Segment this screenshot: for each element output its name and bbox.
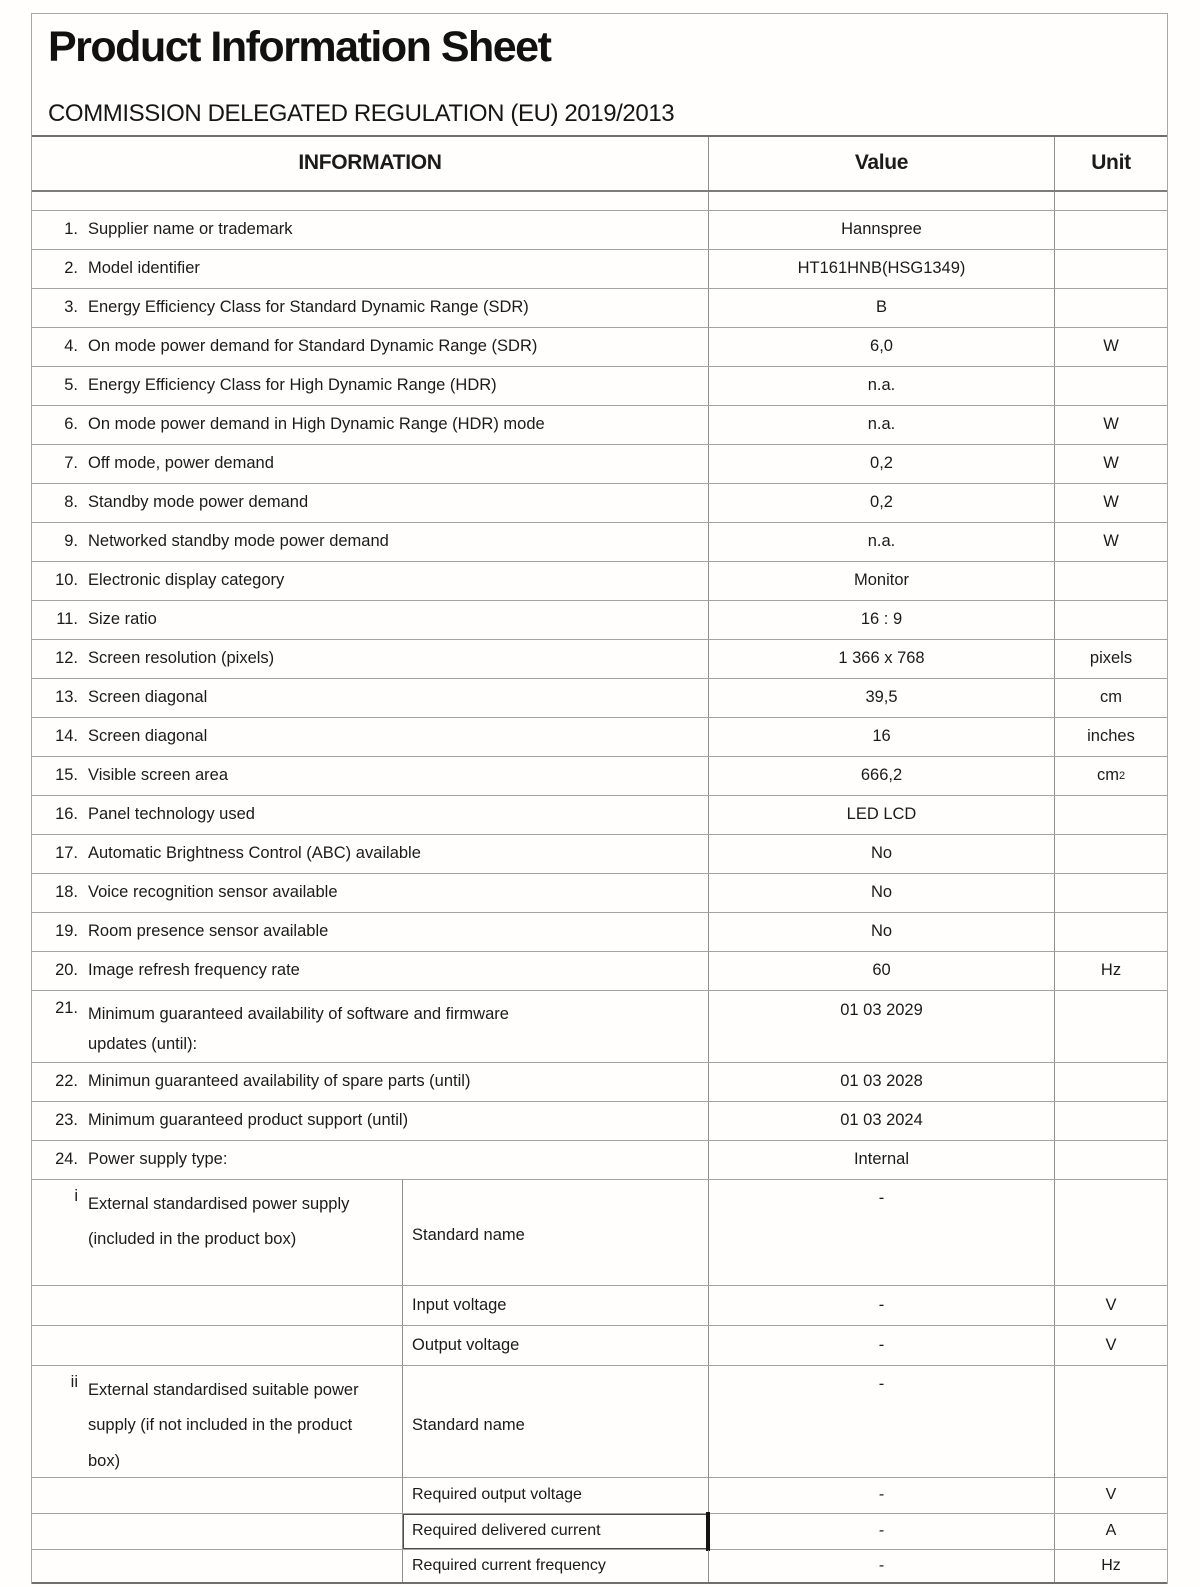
row-value: n.a.	[709, 367, 1055, 405]
row-value: 01 03 2029	[709, 991, 1055, 1062]
table-row	[32, 1102, 1167, 1141]
row-label: Standby mode power demand	[88, 493, 309, 512]
row-number: 9.	[64, 532, 78, 551]
table-row	[32, 952, 1167, 991]
spacer-row	[32, 192, 1167, 211]
row-label: External standardised power supply (included in the product box)	[88, 1194, 350, 1249]
row-number: 22.	[55, 1072, 78, 1091]
row-label: Screen diagonal	[88, 727, 208, 746]
row-unit: W	[1103, 415, 1119, 434]
row-unit: cm 2	[1096, 766, 1126, 785]
row-value: -	[709, 1326, 1055, 1365]
table-row	[32, 1550, 1167, 1584]
row-number: ii	[70, 1372, 78, 1391]
table-row	[32, 523, 1167, 562]
table-row	[32, 445, 1167, 484]
row-value: -	[709, 1550, 1055, 1582]
row-sublabel: Output voltage	[403, 1326, 709, 1365]
table-row	[32, 601, 1167, 640]
table-row	[32, 640, 1167, 679]
row-number: 4.	[64, 337, 78, 356]
row-unit	[1055, 1180, 1167, 1285]
table-row	[32, 562, 1167, 601]
column-header-value: Value	[709, 137, 1055, 190]
table-row	[32, 1326, 1167, 1366]
table-row	[32, 679, 1167, 718]
row-unit: Hz	[1100, 961, 1122, 980]
row-label: Screen resolution (pixels)	[88, 649, 275, 668]
row-label: Electronic display category	[88, 571, 285, 590]
row-number: 20.	[55, 961, 78, 980]
table-row	[32, 874, 1167, 913]
row-unit: pixels	[1089, 649, 1133, 668]
row-label: Minimun guaranteed availability of spare parts (until)	[88, 1072, 471, 1091]
row-value: n.a.	[709, 523, 1055, 561]
table-row	[32, 718, 1167, 757]
row-number: 13.	[55, 688, 78, 707]
row-label: Image refresh frequency rate	[88, 961, 300, 980]
row-value: Hannspree	[709, 211, 1055, 249]
row-number: 23.	[55, 1111, 78, 1130]
row-unit	[1055, 1063, 1167, 1101]
row-value: No	[709, 874, 1055, 912]
row-unit	[1055, 991, 1167, 1062]
row-value: LED LCD	[709, 796, 1055, 834]
row-value: No	[709, 835, 1055, 873]
row-unit: W	[1103, 532, 1119, 551]
row-value: 666,2	[709, 757, 1055, 795]
row-unit: V	[1105, 1295, 1117, 1314]
info-table	[32, 135, 1167, 1584]
column-header-information: INFORMATION	[32, 137, 709, 190]
table-header-row	[32, 137, 1167, 192]
row-number: 6.	[64, 415, 78, 434]
table-row	[32, 406, 1167, 445]
row-label: External standardised suitable power supply (if not included in the product box)	[88, 1380, 359, 1470]
row-value: -	[709, 1366, 1055, 1479]
row-label: Voice recognition sensor available	[88, 883, 338, 902]
row-sublabel: Required output voltage	[403, 1478, 709, 1513]
row-number: 8.	[64, 493, 78, 512]
row-number: 1.	[64, 220, 78, 239]
row-unit: W	[1103, 493, 1119, 512]
row-number: 5.	[64, 376, 78, 395]
table-row	[32, 211, 1167, 250]
table-row	[32, 1366, 1167, 1478]
table-row	[32, 991, 1167, 1063]
table-row	[32, 796, 1167, 835]
row-unit	[1055, 367, 1167, 405]
table-row	[32, 1063, 1167, 1102]
row-unit	[1055, 1102, 1167, 1140]
title-block	[32, 14, 1167, 128]
row-number: 24.	[55, 1150, 78, 1169]
row-unit	[1055, 913, 1167, 951]
row-label: Minimum guaranteed product support (until)	[88, 1111, 409, 1130]
row-label: Automatic Brightness Control (ABC) available	[88, 844, 421, 863]
row-label: Room presence sensor available	[88, 922, 329, 941]
column-header-unit: Unit	[1091, 151, 1131, 175]
row-unit: V	[1105, 1486, 1117, 1504]
row-number: 17.	[55, 844, 78, 863]
row-number: 7.	[64, 454, 78, 473]
row-unit	[1055, 289, 1167, 327]
row-unit	[1055, 796, 1167, 834]
row-number: 12.	[55, 649, 78, 668]
row-label: On mode power demand for Standard Dynamic Range (SDR)	[88, 337, 538, 356]
row-number: 15.	[55, 766, 78, 785]
row-value: 01 03 2028	[709, 1063, 1055, 1101]
row-label: Screen diagonal	[88, 688, 208, 707]
row-value: n.a.	[709, 406, 1055, 444]
row-label: Model identifier	[88, 259, 200, 278]
table-row	[32, 1286, 1167, 1326]
row-label: Networked standby mode power demand	[88, 532, 389, 551]
table-row	[32, 1141, 1167, 1180]
row-value: 16 : 9	[709, 601, 1055, 639]
row-value: HT161HNB(HSG1349)	[709, 250, 1055, 288]
row-number: 3.	[64, 298, 78, 317]
row-value: Monitor	[709, 562, 1055, 600]
row-sublabel: Standard name	[403, 1366, 709, 1479]
row-unit	[1055, 1141, 1167, 1179]
row-label: Off mode, power demand	[88, 454, 274, 473]
row-unit: W	[1103, 454, 1119, 473]
row-unit: Hz	[1101, 1556, 1121, 1574]
row-number: 16.	[55, 805, 78, 824]
table-row	[32, 289, 1167, 328]
row-value: 01 03 2024	[709, 1102, 1055, 1140]
row-unit: A	[1105, 1522, 1117, 1540]
row-value: 16	[709, 718, 1055, 756]
row-label: Power supply type:	[88, 1150, 228, 1169]
row-value: 60	[709, 952, 1055, 990]
row-value: Internal	[709, 1141, 1055, 1179]
row-sublabel: Required current frequency	[403, 1550, 709, 1582]
row-value: No	[709, 913, 1055, 951]
row-label: Panel technology used	[88, 805, 255, 824]
table-row	[32, 913, 1167, 952]
row-number: 2.	[64, 259, 78, 278]
row-number: 14.	[55, 727, 78, 746]
table-row	[32, 1514, 1167, 1550]
table-row	[32, 1180, 1167, 1286]
row-unit: cm	[1100, 688, 1122, 707]
row-value: 1 366 x 768	[709, 640, 1055, 678]
row-label: Size ratio	[88, 610, 157, 629]
row-sublabel: Input voltage	[403, 1286, 709, 1325]
row-unit	[1055, 250, 1167, 288]
selected-cell[interactable]: Required delivered current	[403, 1514, 709, 1549]
row-label: Energy Efficiency Class for Standard Dynamic Range (SDR)	[88, 298, 529, 317]
row-number: 18.	[55, 883, 78, 902]
row-value: 0,2	[709, 484, 1055, 522]
row-value: 39,5	[709, 679, 1055, 717]
table-row	[32, 484, 1167, 523]
row-label: Supplier name or trademark	[88, 220, 293, 239]
row-label: Minimum guaranteed availability of software and firmware updates (until):	[88, 1004, 509, 1054]
row-unit: inches	[1087, 727, 1135, 746]
row-number: i	[74, 1186, 78, 1205]
row-value: -	[709, 1478, 1055, 1513]
table-row	[32, 835, 1167, 874]
row-number: 21.	[55, 998, 78, 1017]
row-label: Energy Efficiency Class for High Dynamic Range (HDR)	[88, 376, 497, 395]
row-value: -	[709, 1514, 1055, 1549]
row-value: B	[709, 289, 1055, 327]
row-unit	[1055, 874, 1167, 912]
page-title: Product Information Sheet	[48, 23, 551, 71]
row-sublabel: Standard name	[403, 1180, 709, 1285]
row-unit	[1055, 601, 1167, 639]
row-label: On mode power demand in High Dynamic Range (HDR) mode	[88, 415, 545, 434]
row-value: 6,0	[709, 328, 1055, 366]
table-row	[32, 250, 1167, 289]
product-information-sheet	[31, 13, 1168, 1584]
table-row	[32, 328, 1167, 367]
row-unit	[1055, 1366, 1167, 1479]
row-label: Visible screen area	[88, 766, 229, 785]
page-subtitle: COMMISSION DELEGATED REGULATION (EU) 2019/2013	[48, 99, 675, 127]
table-row	[32, 757, 1167, 796]
table-row	[32, 367, 1167, 406]
row-unit	[1055, 835, 1167, 873]
row-value: -	[709, 1180, 1055, 1285]
table-row	[32, 1478, 1167, 1514]
row-number: 11.	[56, 610, 78, 629]
row-unit: V	[1105, 1335, 1117, 1354]
row-number: 10.	[55, 571, 78, 590]
row-value: 0,2	[709, 445, 1055, 483]
row-value: -	[709, 1286, 1055, 1325]
row-unit	[1055, 562, 1167, 600]
row-number: 19.	[55, 922, 78, 941]
row-unit	[1055, 211, 1167, 249]
row-unit: W	[1103, 337, 1119, 356]
